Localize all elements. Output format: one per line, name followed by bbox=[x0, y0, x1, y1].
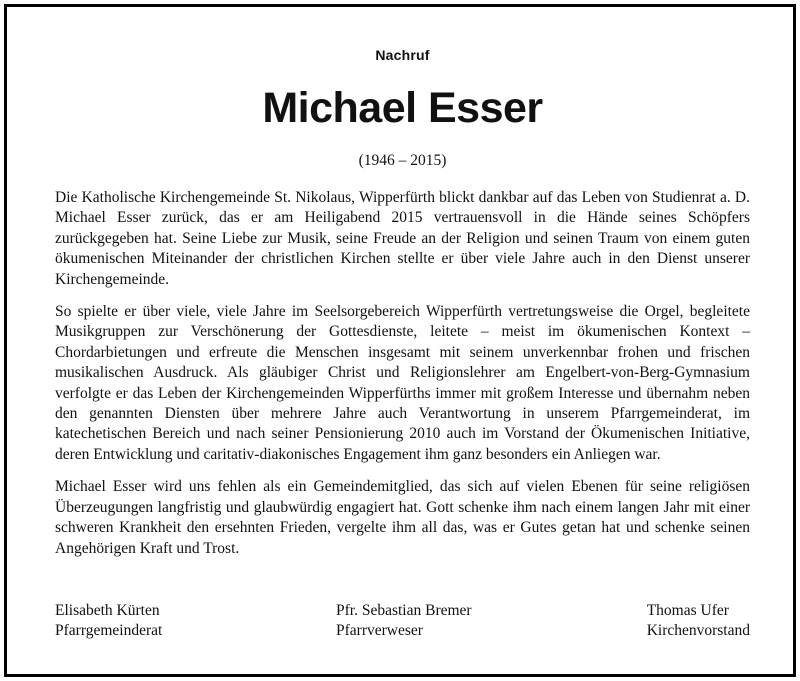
life-dates: (1946 – 2015) bbox=[358, 152, 447, 169]
obituary-frame bbox=[4, 4, 796, 677]
notice-label: Nachruf bbox=[375, 47, 430, 63]
paragraph-2: So spielte er über viele, viele Jahre im Seelsorgebereich Wipperfürth vertretungsweise die Orgel, begleitete Musikgruppen zur Verschönerung der Gottesdienste, leitete – meist im ökumenischen Kontext – Chordarbietungen und erfreute die Menschen insgesamt mit seinem unverkennbar frohen und frischen musikalischen Ausdruck. Als gläubiger Christ und Religionslehrer am Engelbert-von-Berg-Gymnasium verfolgte er das Leben der Kirchengemeinden Wipperfürths immer mit großem Interesse und übernahm neben den genannten Diensten über mehrere Jahre auch Verantwortung in unserem Pfarrgemeinderat, im katechetischen Bereich und nach seiner Pensionierung 2010 auch im Vorstand der Ökumenischen Initiative, deren Entwicklung und caritativ-diakonisches Engagement ihm ganz besonders ein Anliegen war. bbox=[55, 303, 750, 463]
deceased-name: Michael Esser bbox=[262, 84, 543, 132]
signature-3 bbox=[647, 601, 750, 642]
signature-1 bbox=[55, 601, 162, 642]
paragraph-1: Die Katholische Kirchengemeinde St. Nikolaus, Wipperfürth blickt dankbar auf das Leben von Studienrat a. D. Michael Esser zurück, das er am Heiligabend 2015 vertrauensvoll in die Hände seines Schöpfers zurückgegeben hat. Seine Liebe zur Musik, seine Freude an der Religion und seinen Traum von einem guten ökumenischen Miteinander der christlichen Kirchen stellte er über viele Jahre auch in den Dienst unserer Kirchengemeinde. bbox=[55, 189, 750, 288]
signer-name: Pfr. Sebastian Bremer bbox=[336, 602, 472, 619]
signer-role: Kirchenvorstand bbox=[646, 622, 750, 640]
obituary-body bbox=[55, 188, 750, 571]
signer-name: Thomas Ufer bbox=[646, 602, 729, 619]
signature-2 bbox=[336, 601, 472, 642]
signature-block bbox=[55, 601, 750, 641]
signer-role: Pfarrgemeinderat bbox=[55, 622, 163, 640]
signer-role: Pfarrverweser bbox=[336, 622, 423, 640]
signer-name: Elisabeth Kürten bbox=[55, 602, 160, 619]
paragraph-3: Michael Esser wird uns fehlen als ein Gemeindemitglied, das sich auf vielen Ebenen für seine religiösen Überzeugungen langfristig und glaubwürdig engagiert hat. Gott schenke ihm nach einem langen Jahr mit einer schweren Krankheit den ersehnten Frieden, vergelte ihm all das, was er Gutes getan hat und schenke seinen Angehörigen Kraft und Trost. bbox=[55, 478, 750, 557]
